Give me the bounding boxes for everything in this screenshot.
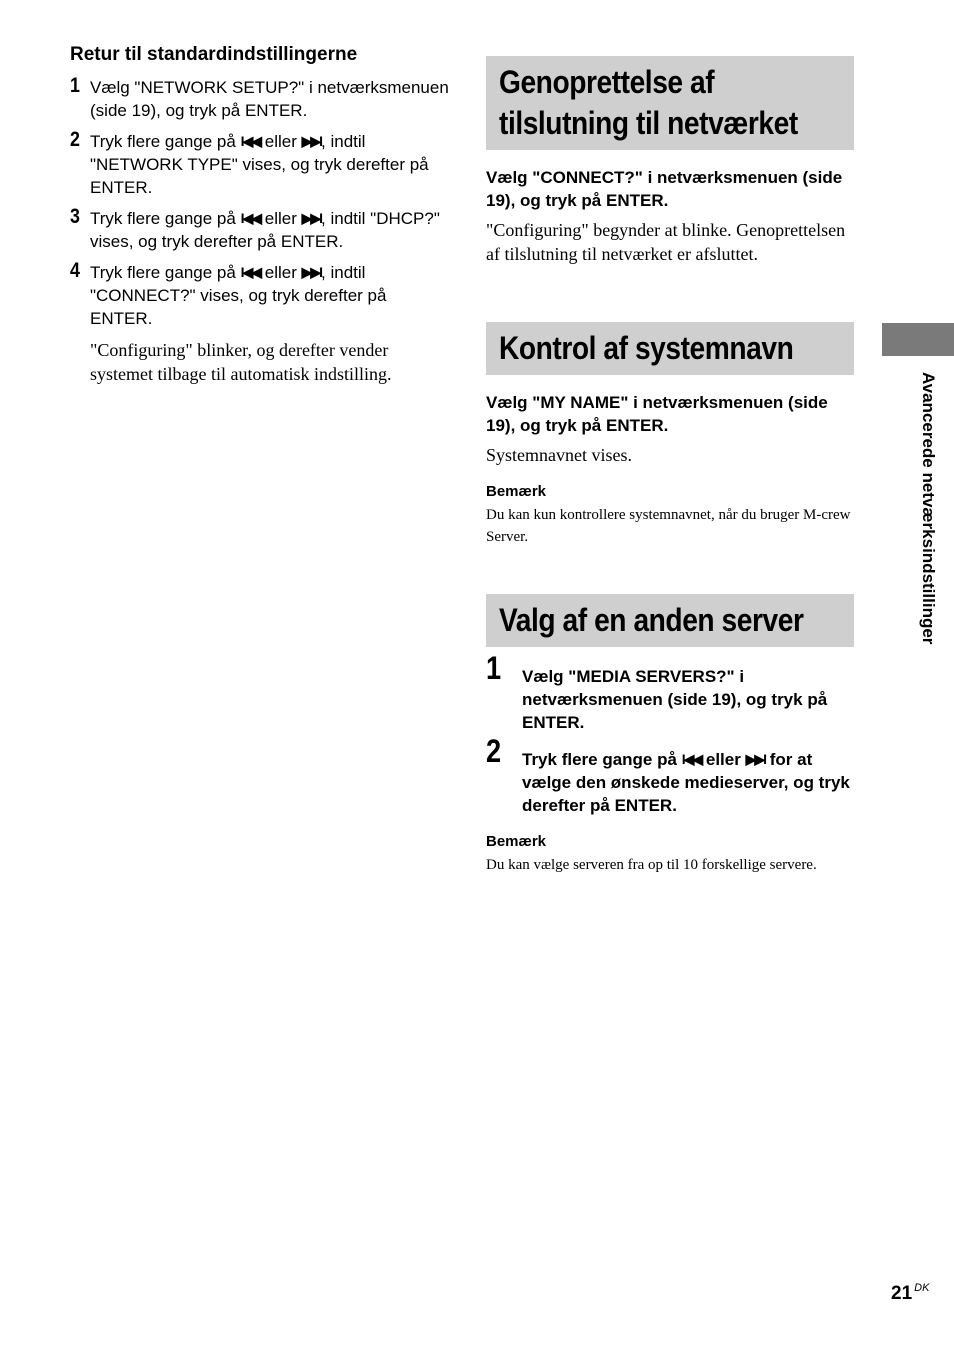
chapter-label: Avancerede netværksindstillinger — [919, 372, 938, 645]
step-number: 1 — [70, 74, 80, 97]
prev-track-icon: I◀◀ — [240, 264, 261, 280]
step-text: Tryk flere gange på — [90, 132, 236, 151]
step-text: , indtil "DHCP?" vises, og tryk derefter på ENTER. — [90, 209, 440, 251]
section-title: Kontrol af systemnavn — [499, 330, 794, 366]
step-2 — [70, 130, 450, 199]
step-text: Tryk flere gange på — [522, 750, 677, 769]
prev-track-icon: I◀◀ — [240, 210, 261, 226]
step-text: Tryk flere gange på — [90, 209, 236, 228]
page-number — [891, 1282, 929, 1305]
chapter-tab — [882, 323, 954, 356]
subsection-heading: Retur til standardindstillingerne — [70, 44, 358, 65]
instruction-text: Vælg "MY NAME" i netværksmenuen (side 19), og tryk på ENTER. — [486, 393, 828, 435]
step-text: Vælg "MEDIA SERVERS?" i netværksmenuen (side 19), og tryk på ENTER. — [522, 667, 828, 732]
step-text: eller — [264, 263, 297, 282]
note-text: Du kan vælge serveren fra op til 10 forskellige servere. — [486, 857, 817, 873]
body-text: "Configuring" begynder at blinke. Genoprettelsen af tilslutning til netværket er afsluttet. — [486, 220, 846, 264]
next-track-icon: ▶▶I — [301, 210, 322, 226]
prev-track-icon: I◀◀ — [681, 751, 702, 767]
step-4-note: "Configuring" blinker, og derefter vender systemet tilbage til automatisk indstilling. — [90, 340, 392, 384]
step-text: for at vælge den ønskede medieserver, og tryk derefter på ENTER. — [522, 750, 850, 815]
step-text: Tryk flere gange på — [90, 263, 236, 282]
note-label: Bemærk — [486, 483, 547, 500]
note-text: Du kan kun kontrollere systemnavnet, når du bruger M-crew Server. — [486, 507, 851, 545]
step-3 — [70, 207, 450, 253]
step-text: eller — [705, 750, 741, 769]
section-heading-reconnect — [486, 56, 854, 150]
page-number-value: 21 — [891, 1283, 913, 1304]
step-number: 1 — [486, 650, 502, 686]
step-text: , indtil "CONNECT?" vises, og tryk derefter på ENTER. — [90, 263, 387, 328]
server-step-2 — [486, 733, 854, 817]
step-text: , indtil "NETWORK TYPE" vises, og tryk derefter på ENTER. — [90, 132, 429, 197]
section-title-line: Genoprettelse af — [499, 64, 715, 100]
step-text: eller — [264, 209, 297, 228]
left-column — [70, 44, 450, 386]
next-track-icon: ▶▶I — [301, 264, 322, 280]
step-number: 2 — [486, 733, 502, 769]
section-heading-server — [486, 594, 854, 647]
section-title-line: tilslutning til netværket — [499, 105, 798, 141]
step-number: 4 — [70, 259, 80, 282]
step-4 — [70, 261, 450, 330]
step-number: 3 — [70, 205, 80, 228]
step-1 — [70, 76, 450, 122]
step-text: eller — [264, 132, 297, 151]
section-heading-name — [486, 322, 854, 375]
page-number-suffix: DK — [914, 1282, 930, 1294]
body-text: Systemnavnet vises. — [486, 445, 632, 465]
prev-track-icon: I◀◀ — [240, 133, 261, 149]
next-track-icon: ▶▶I — [745, 751, 766, 767]
step-number: 2 — [70, 128, 80, 151]
section-title: Valg af en anden server — [499, 602, 804, 638]
server-step-1 — [486, 650, 854, 734]
right-column — [486, 56, 854, 876]
instruction-text: Vælg "CONNECT?" i netværksmenuen (side 19), og tryk på ENTER. — [486, 168, 843, 210]
next-track-icon: ▶▶I — [301, 133, 322, 149]
step-text: Vælg "NETWORK SETUP?" i netværksmenuen (side 19), og tryk på ENTER. — [90, 78, 449, 120]
note-label: Bemærk — [486, 833, 547, 850]
